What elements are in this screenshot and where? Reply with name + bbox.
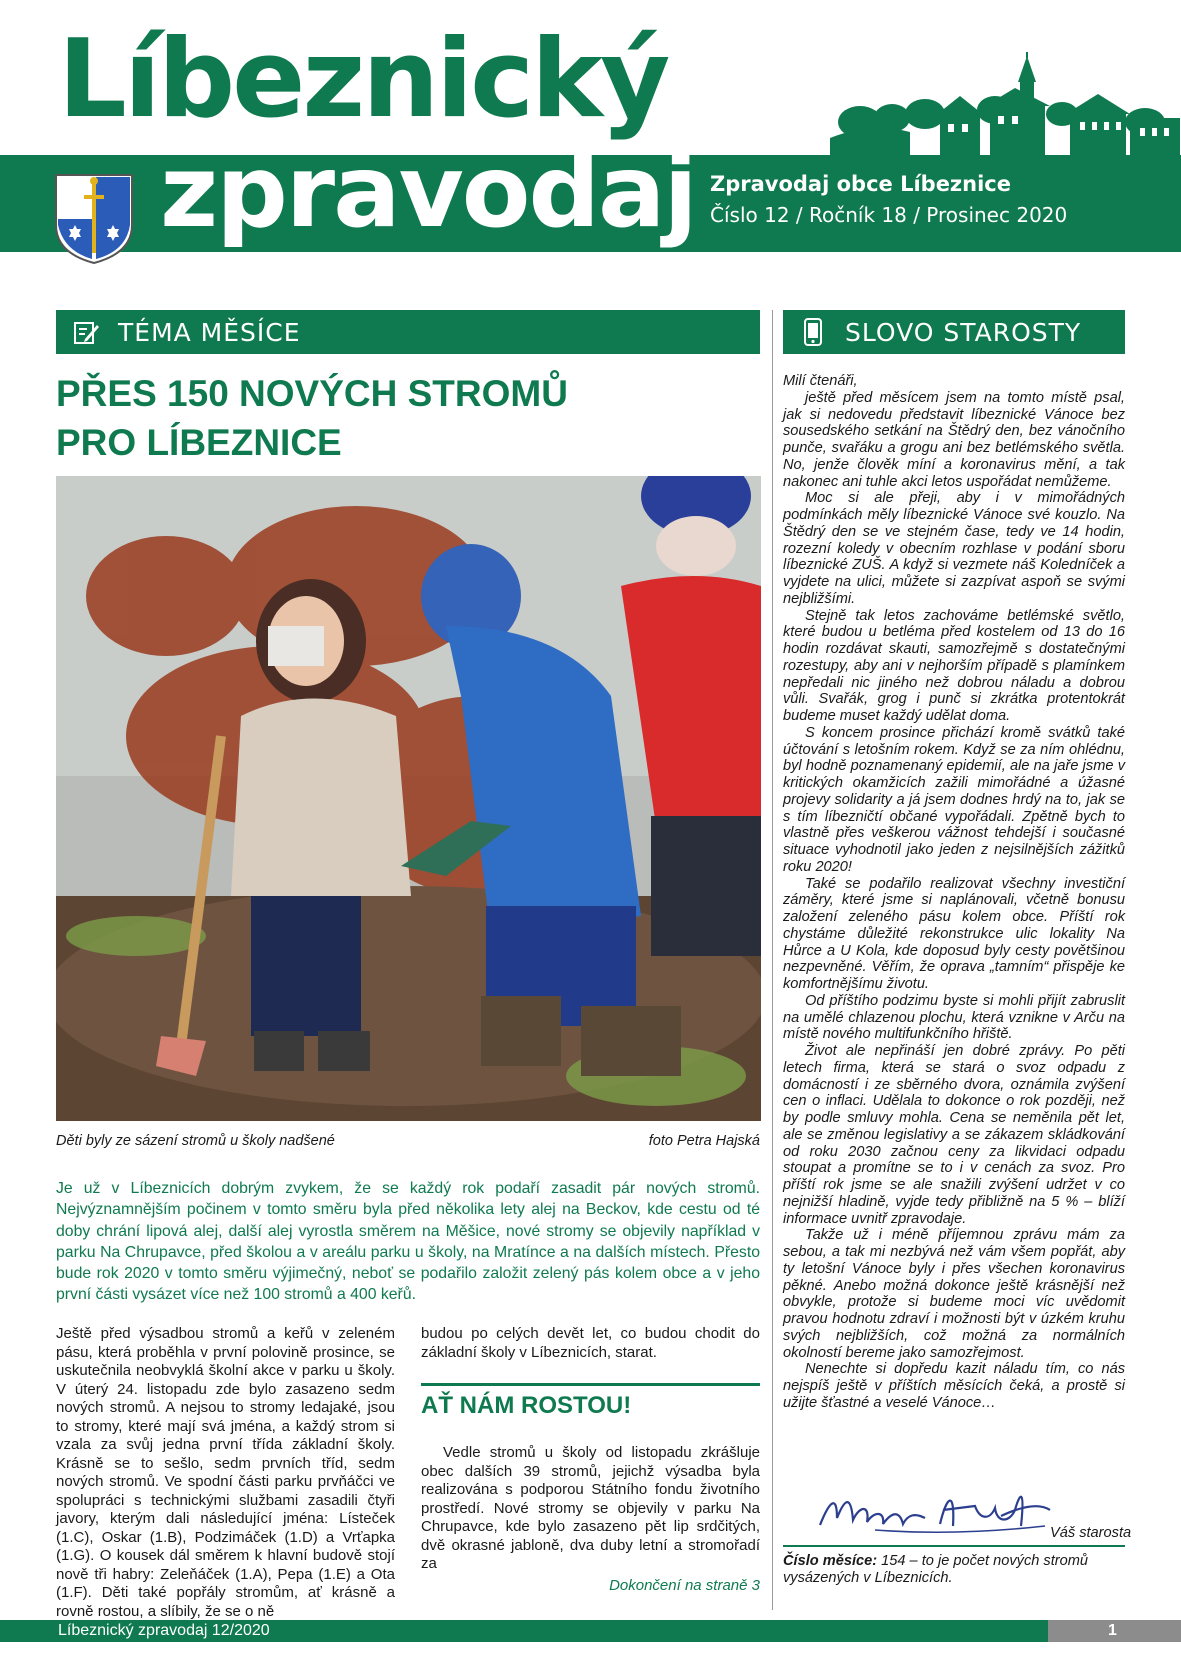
tema-mesice-header — [56, 310, 760, 354]
coat-of-arms-icon — [54, 173, 134, 265]
mayor-paragraph: Nenechte si dopředu kazit náladu tím, co nás nejspíš ještě v příštích měsících čeká, a prostě si užijte šťastné a veselé Vánoce… — [783, 1361, 1125, 1411]
edit-note-icon — [72, 318, 100, 346]
column-divider — [772, 310, 773, 1610]
article-subhead: AŤ NÁM ROSTOU! — [421, 1392, 632, 1419]
headline-line-1: PŘES 150 NOVÝCH STROMŮ — [56, 373, 568, 414]
article-body-right: Vedle stromů u školy od listopadu zkrášluje obec dalších 39 stromů, jejichž výsadba byla realizována s podporou Státního fondu životního prostředí. Nové stromy se objevily v parku Na Chrupavce, kde bylo zasazeno pět lip srdčitých, dvě okrasné jabloně, dva duby letní a stromořadí za — [421, 1444, 760, 1572]
slovo-starosty-label: SLOVO STAROSTY — [845, 317, 1082, 347]
page-number: 1 — [1108, 1622, 1117, 1639]
article-body-left — [56, 1325, 395, 1621]
mayor-paragraph: Také se podařilo realizovat všechny investiční záměry, které jsme si naplánovali, včetně bonusu založení zeleného pásu kolem obce. Příští rok chystáme důležité rekonstrukce ulic lokality Na Hůrce a U Kola, kde doposud byly cesty povětšinou nezpevněné. Věřím, že oprava „tamním“ přispěje ke komfortnějšímu životu. — [783, 875, 1125, 992]
mayor-letter — [783, 373, 1125, 1412]
mayor-signature — [815, 1480, 1055, 1538]
article-body-right-continuation: budou po celých devět let, co budou chodit do základní školy v Líbeznicích, starat. — [421, 1325, 760, 1361]
subhead-rule — [421, 1383, 760, 1386]
photo-credit: foto Petra Hajská — [648, 1133, 760, 1149]
mobile-phone-icon — [799, 318, 827, 346]
tree-planting-photo — [56, 476, 761, 1121]
masthead-issue: Číslo 12 / Ročník 18 / Prosinec 2020 — [710, 203, 1068, 227]
masthead-publication: Zpravodaj obce Líbeznice — [710, 172, 1011, 196]
mayor-paragraph: Takže už i méně příjemnou zprávu mám za sebou, a tak mi nezbývá než vám všem popřát, aby ty letošní Vánoce byly i přes všechen koronavirus pěkné. Anebo možná dokonce ještě krásnější než obvykle, protože si budeme moci víc uvědomit pravou hodnotu zdraví i možnosti být v úzkém kruhu svých nejbližších, což možná za normálních okolností bereme jako samozřejmost. — [783, 1227, 1125, 1361]
masthead-title: Líbeznický — [58, 17, 668, 142]
article-lead: Je už v Líbeznicích dobrým zvykem, že se každý rok podaří zasadit pár nových stromů. Nejvýznamnějším počinem v tomto směru byla před několika lety alej na Beckov, kde cestu od té doby chrání lipová alej, další alej vyrostla směrem na Měšice, nové stromy se objevily například v parku Na Chrupavce, před školou a v areálu parku u školy, na Mratínce a na dalších místech. Přesto bude rok 2020 v tomto směru výjimečný, neboť se podařilo založit zelený pás kolem obce a v jeho první části vysázet více než 100 stromů a 400 keřů. — [56, 1180, 760, 1304]
mayor-sign-off: Váš starosta — [1050, 1525, 1132, 1541]
article-headline — [56, 369, 760, 467]
mayor-greeting: Milí čtenáři, — [783, 373, 858, 389]
photo-caption-row — [56, 1133, 760, 1149]
masthead-subtitle-word: zpravodaj — [160, 133, 696, 250]
village-skyline-illustration — [830, 52, 1180, 156]
footer-publication: Líbeznický zpravodaj 12/2020 — [58, 1622, 270, 1639]
tema-mesice-label: TÉMA MĚSÍCE — [118, 317, 301, 347]
mayor-paragraph: S koncem prosince přichází kromě svátků také účtování s letošním rokem. Když se za ním ohlédnu, byl hodně poznamenaný epidemií, ale na jaře jsme v kritických okamžicích zažili mimořádné a úžasné projevy solidarity a já jsem dodnes hrdý na to, jak se s tím líbezničtí občané vypořádali. Zpětně bych to vlastně přes veškerou vážnost tehdejší i současné situace vyhodnotil jako jeden z nejsilnějších zážitků roku 2020! — [783, 724, 1125, 875]
mayor-paragraph: ještě před měsícem jsem na tomto místě psal, jak si nedovedu představit líbeznické Vánoce bez sousedského setkání na Štědrý den, bez vánočního punče, svařáku a grogu ani bez betlémského světla. No, jenže člověk míní a koronavirus mění, a tak nakonec ani tuhle akci letos uspořádat nemůžeme. — [783, 389, 1125, 490]
fact-box-rule — [783, 1545, 1125, 1547]
mayor-paragraph: Stejně tak letos zachováme betlémské světlo, které budou u betléma před kostelem od 13 do 16 hodin rozdávat skauti, samozřejmě s dostatečnými rozestupy, aby ani v nejhorším případě s plamínkem nepředali nic jiného než dobrou náladu a dobrou vůli. Svařák, grog i punč si zkrátka protentokrát budeme muset každý udělat doma. — [783, 607, 1125, 724]
fact-text: 154 – to je počet nových stromů vysázených v Líbeznicích. — [783, 1553, 1089, 1586]
continued-on-page-link[interactable]: Dokončení na straně 3 — [609, 1577, 760, 1594]
article-body-left-text: Ještě před výsadbou stromů a keřů v zeleném pásu, která proběhla v první polovině prosince, se uskutečnila neobvyklá školní akce v parku u školy. V úterý 24. listopadu zde bylo zasazeno sedm nových stromů. A nejsou to stromy ledajaké, jsou to stromy, které mají svá jména, a každý strom si vzala za svůj jedna první třída základní školy. Krásně se to sešlo, sedm prvních tříd, sedm nových stromů. Ve spodní části parku prvňáčci ve spolupráci s technickými službami zasadili čtyři javory, kterým dali následující jména: Lísteček (1.C), Oskar (1.B), Podzimáček (1.D) a Vrťapka (1.G). O kousek dál směrem k hlavní budově stojí nově tři habry: Zeleňáček (1.A), Pepa (1.E) a Ota (1.F). Děti také popřály stromům, ať krásně a rovně rostou, a slíbily, že se o ně — [56, 1325, 395, 1620]
mayor-paragraph: Moc si ale přeji, aby i v mimořádných podmínkách měly líbeznické Vánoce své kouzlo. Na Štědrý den se ve stejném čase, tedy ve 14 hodin, rozezní koledy v obecním rozhlase v podání sboru líbeznické ZUŠ. A když si vezmete náš Koledníček a vyjdete na ulici, můžete si zazpívat aspoň se svými nejbližšími. — [783, 490, 1125, 607]
mayor-paragraph: Od příštího podzimu byste si mohli přijít zabruslit na umělé chlazenou plochu, která vznikne v Arču na místě nového multifunkčního hřiště. — [783, 992, 1125, 1043]
slovo-starosty-header — [783, 310, 1125, 354]
mayor-paragraph: Život ale nepřináší jen dobré zprávy. Po pěti letech firma, která se stará o svoz odpadu z domácností i ze sběrného dvora, oznámila zvýšení cen o inflaci. Udělala to dokonce o rok později, než by podle smluvy mohla. Cena se neměnila pět let, ale se změnou legislativy a se zákazem skládkování od roku 2030 začnou ceny za likvidaci odpadu stoupat a promítne se to i v cenách za svoz. Pro příští rok jsme se ale snažili zvýšení udržet v co nejnižší hladině, vyjde tedy přibližně na 5 % – blíží informace uvnitř zpravodaje. — [783, 1043, 1125, 1227]
number-of-the-month — [783, 1553, 1125, 1587]
headline-line-2: PRO LÍBEZNICE — [56, 422, 342, 463]
fact-label: Číslo měsíce: — [783, 1553, 878, 1569]
photo-caption: Děti byly ze sázení stromů u školy nadšené — [56, 1133, 335, 1149]
